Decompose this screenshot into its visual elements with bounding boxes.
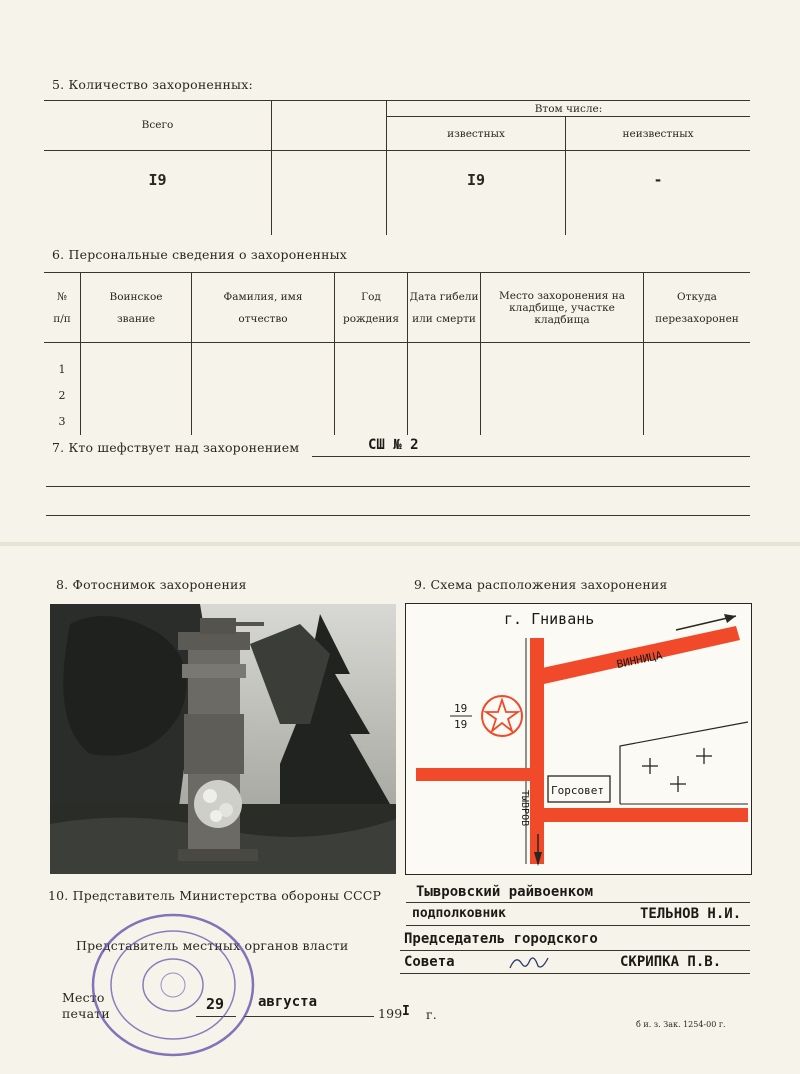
memorial-star	[486, 700, 518, 731]
ministry-underline-1	[406, 902, 750, 903]
local-name: СКРИПКА П.В.	[620, 954, 722, 970]
th-name: Фамилия, имя отчество	[192, 273, 335, 343]
date-day: 29	[206, 995, 225, 1013]
header-known: известных	[387, 117, 566, 151]
row-num-2: 2	[58, 389, 66, 402]
cell-name	[192, 343, 335, 436]
blank-line-1	[46, 486, 750, 487]
cell-birth	[335, 343, 408, 436]
section10-label: 10. Представитель Министерства обороны СССР	[48, 888, 382, 903]
date-month: августа	[258, 994, 318, 1010]
th-place: Место захоронения на кладбище, участке кладбища	[481, 273, 644, 343]
memorial-photo-image	[50, 604, 396, 874]
tyvrov-label: ТЫВРОВ	[519, 790, 530, 827]
seal-label: печати	[62, 1006, 110, 1021]
road-left	[416, 768, 534, 781]
cemetery-crosses	[642, 748, 712, 792]
row-num-3: 3	[58, 415, 66, 428]
th-birth: Год рождения	[335, 273, 408, 343]
ministry-name: ТЕЛЬНОВ Н.И.	[640, 906, 742, 922]
location-scheme	[405, 603, 752, 875]
patron-value: СШ № 2	[368, 437, 419, 453]
th-num: № п/п	[44, 273, 81, 343]
building-label: Горсовет	[551, 784, 604, 797]
road-bottom-right	[542, 808, 748, 822]
value-unknown: -	[566, 151, 751, 235]
value-empty	[272, 151, 387, 235]
road-vertical	[530, 638, 544, 864]
count-bottom: 19	[454, 718, 468, 731]
section6-title: 6. Персональные сведения о захороненных	[52, 247, 348, 262]
month-underline	[244, 1016, 374, 1017]
section7-label: 7. Кто шефствует над захоронением	[52, 440, 300, 455]
cell-death	[408, 343, 481, 436]
header-total: Всего	[44, 101, 272, 151]
th-from: Откуда перезахоронен	[644, 273, 751, 343]
signature	[506, 952, 552, 974]
page-fold	[0, 542, 800, 546]
cell-from	[644, 343, 751, 436]
vinnitsa-label: ВИННИЦА	[615, 648, 664, 672]
local-line2: Совета	[404, 954, 455, 970]
ministry-underline-2	[406, 925, 750, 926]
local-authority-label: Представитель местных органов власти	[76, 938, 349, 953]
row-numbers	[44, 343, 81, 436]
header-unknown: неизвестных	[566, 117, 751, 151]
vinnitsa-arrowhead	[724, 614, 736, 623]
city-label: г. Гнивань	[504, 610, 595, 628]
blank-line-2	[46, 515, 750, 516]
value-total: I9	[44, 151, 272, 235]
ministry-line1: Тывровский райвоенком	[416, 884, 594, 900]
section5-title: 5. Количество захороненных:	[52, 77, 253, 92]
cemetery-plot	[620, 722, 748, 804]
burials-count-table	[44, 100, 750, 235]
local-line1: Председатель городского	[404, 931, 598, 947]
cell-place	[481, 343, 644, 436]
location-map	[406, 604, 751, 874]
header-including: Втом числе:	[387, 101, 751, 117]
section9-title: 9. Схема расположения захоронения	[414, 577, 668, 592]
local-underline-2	[400, 973, 750, 974]
th-death: Дата гибели или смерти	[408, 273, 481, 343]
official-stamp	[88, 910, 258, 1060]
ministry-rank: подполковник	[412, 906, 506, 921]
count-top: 19	[454, 702, 468, 715]
section8-title: 8. Фотоснимок захоронения	[56, 577, 247, 592]
place-label: Место	[62, 990, 105, 1005]
cell-rank	[81, 343, 192, 436]
row-num-1: 1	[58, 363, 66, 376]
local-underline-1	[400, 950, 750, 951]
patron-underline	[312, 456, 750, 457]
value-known: I9	[387, 151, 566, 235]
year-prefix: 199	[378, 1006, 403, 1021]
year-digit: I	[402, 1004, 410, 1019]
print-note: б и. з. Зак. 1254-00 г.	[636, 1020, 726, 1029]
burial-photo	[50, 604, 396, 874]
personal-info-table	[44, 272, 750, 435]
year-suffix: г.	[426, 1007, 437, 1022]
header-empty	[272, 101, 387, 151]
th-rank: Воинское звание	[81, 273, 192, 343]
